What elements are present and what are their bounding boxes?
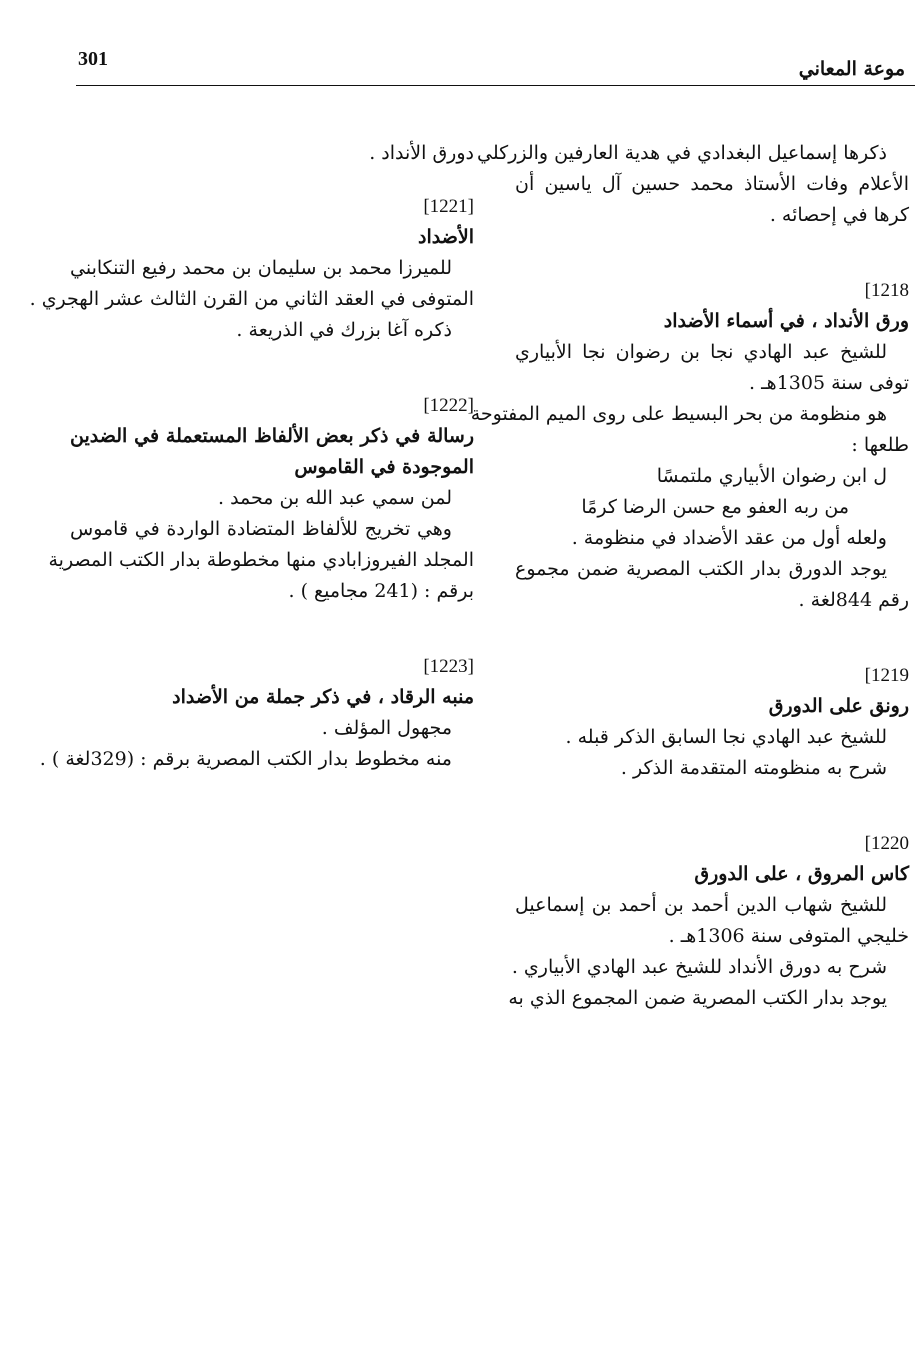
paragraph-line: الأعلام وفات الأستاذ محمد حسين آل ياسين أن — [515, 173, 909, 195]
left-column — [29, 138, 474, 775]
entry-1223 — [39, 651, 474, 775]
paragraph-line: برقم : (241 مجاميع ) . — [288, 580, 474, 602]
entry-title: ورق الأنداد ، في أسماء الأضداد — [663, 310, 909, 332]
entry-1221 — [29, 191, 474, 346]
entry-1218 — [470, 275, 909, 616]
entry-1222 — [48, 390, 474, 607]
paragraph-line: مجهول المؤلف . — [321, 717, 452, 739]
paragraph-line: ولعله أول من عقد الأضداد في منظومة . — [571, 527, 887, 549]
entry-number: [1221] — [423, 196, 474, 217]
paragraph-line: رقم 844لغة . — [798, 589, 909, 611]
running-title: موعة المعاني — [798, 58, 905, 80]
verse-line: من ربه العفو مع حسن الرضا كرمًا — [581, 496, 849, 518]
paragraph-line: يوجد الدورق بدار الكتب المصرية ضمن مجموع — [515, 558, 887, 580]
paragraph-line: المجلد الفيروزابادي منها مخطوطة بدار الكتب المصرية — [48, 549, 474, 571]
entry-1219 — [515, 660, 909, 784]
paragraph-line: ذكرها إسماعيل البغدادي في هدية العارفين والزركلي — [477, 142, 887, 164]
entry-title: الموجودة في القاموس — [294, 456, 474, 478]
page-number: 301 — [78, 48, 108, 70]
entry-number: [1223] — [423, 656, 474, 677]
paragraph-line: للشيخ شهاب الدين أحمد بن أحمد بن إسماعيل — [515, 894, 887, 916]
paragraph-line: كرها في إحصائه . — [769, 204, 909, 226]
paragraph-line: هو منظومة من بحر البسيط على روى الميم المفتوحة — [470, 403, 887, 425]
entry-number: [1220 — [864, 833, 909, 854]
right-column — [470, 138, 909, 1014]
paragraph-line: طلعها : — [851, 434, 909, 456]
paragraph-line: للميرزا محمد بن سليمان بن محمد رفيع التنكابني — [70, 257, 452, 279]
paragraph-line: وهي تخريج للألفاظ المتضادة الواردة في قاموس — [70, 518, 452, 540]
paragraph-line: للشيخ عبد الهادي نجا بن رضوان نجا الأبياري — [515, 341, 887, 363]
verse-line: ل ابن رضوان الأبياري ملتمسًا — [656, 465, 887, 487]
entry-number: [1218 — [864, 280, 909, 301]
header-rule — [76, 85, 915, 86]
paragraph-line: يوجد بدار الكتب المصرية ضمن المجموع الذي به — [508, 987, 887, 1009]
paragraph-line: شرح به دورق الأنداد للشيخ عبد الهادي الأبياري . — [511, 956, 887, 978]
paragraph-line: توفى سنة 1305هـ . — [749, 372, 909, 394]
entry-title: كاس المروق ، على الدورق — [694, 863, 909, 885]
paragraph-line: المتوفى في العقد الثاني من القرن الثالث عشر الهجري . — [29, 288, 474, 310]
paragraph-line: ذكره آغا بزرك في الذريعة . — [236, 319, 452, 341]
entry-number: [1222] — [423, 395, 474, 416]
paragraph-line: شرح به منظومته المتقدمة الذكر . — [620, 757, 887, 779]
entry-1220 — [508, 828, 909, 1014]
paragraph-line: منه مخطوط بدار الكتب المصرية برقم : (329لغة ) . — [39, 748, 452, 770]
paragraph-line: دورق الأنداد . — [369, 142, 474, 164]
paragraph-line: للشيخ عبد الهادي نجا السابق الذكر قبله . — [565, 726, 887, 748]
entry-title: الأضداد — [418, 226, 474, 248]
entry-title: رسالة في ذكر بعض الألفاظ المستعملة في الضدين — [70, 425, 474, 447]
paragraph-line: خليجي المتوفى سنة 1306هـ . — [668, 925, 909, 947]
entry-title: منبه الرقاد ، في ذكر جملة من الأضداد — [172, 686, 474, 708]
entry-title: رونق على الدورق — [768, 695, 909, 717]
entry-number: [1219 — [864, 665, 909, 686]
paragraph-line: لمن سمي عبد الله بن محمد . — [218, 487, 452, 509]
